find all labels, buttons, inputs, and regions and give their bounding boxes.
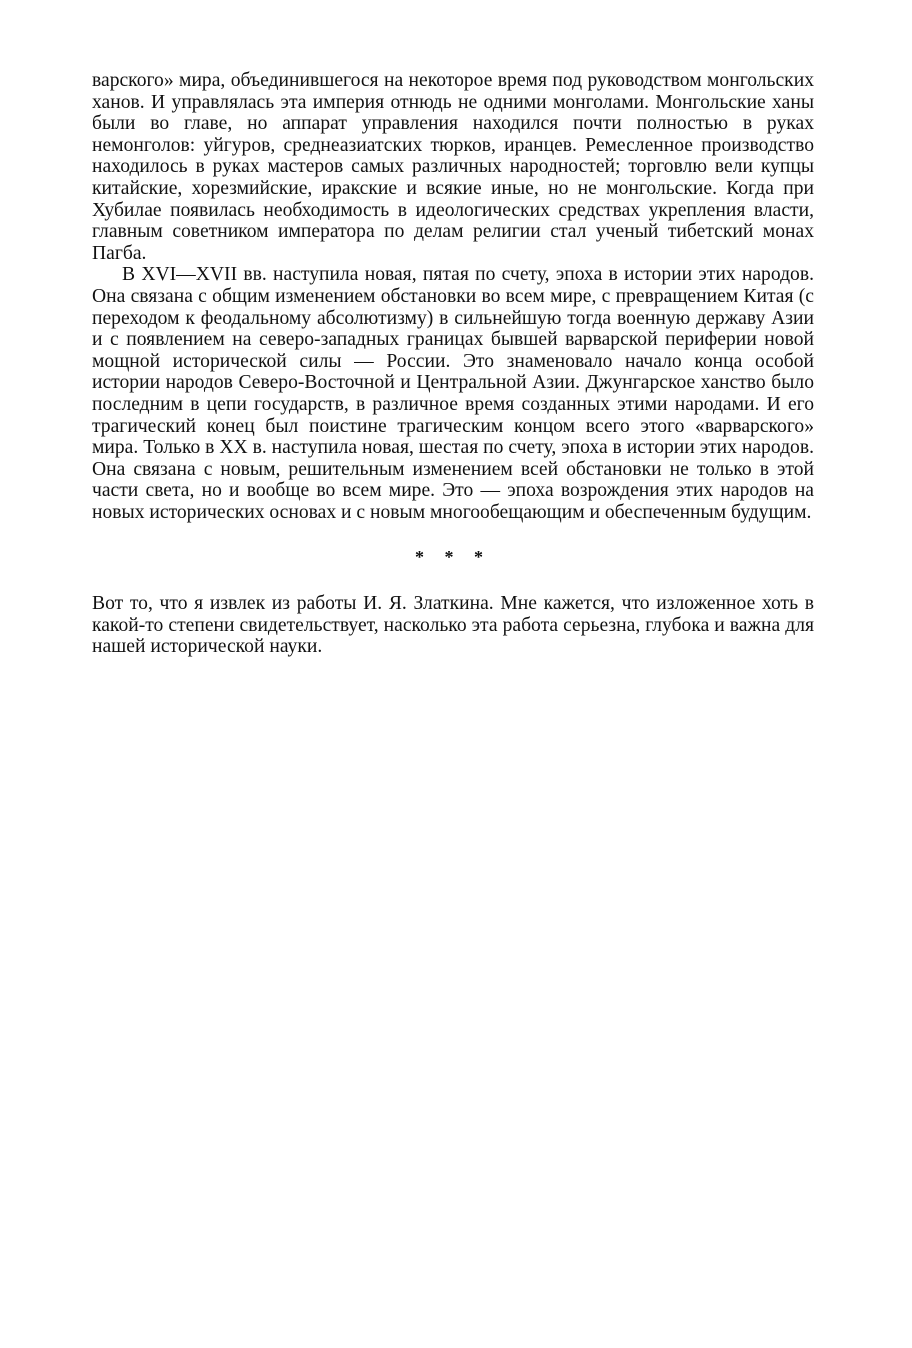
paragraph-closing: Вот то, что я извлек из работы И. Я. Златкина. Мне кажется, что изложенное хоть в какой-то степени свидетельствует, насколько эта работа серьезна, глубока и важна для нашей исторической науки. xyxy=(92,593,814,658)
document-page xyxy=(92,70,814,658)
section-separator: * * * xyxy=(415,547,491,568)
paragraph-xvi-xvii: В XVI—XVII вв. наступила новая, пятая по счету, эпоха в истории этих народов. Она связана с общим изменением обстановки во всем мире, с превращением Китая (с переходом к феодальному абсолютизму) в сильнейшую тогда военную державу Азии и с появлением на северо-западных границах бывшей варварской периферии новой мощной исторической силы — России. Это знаменовало начало конца особой истории народов Северо-Восточной и Центральной Азии. Джунгарское ханство было последним в цепи государств, в различное время созданных этими народами. И его трагический конец был поистине трагическим концом всего этого «варварского» мира. Только в XX в. наступила новая, шестая по счету, эпоха в истории этих народов. Она связана с новым, решительным изменением всей обстановки не только в этой части света, но и вообще во всем мире. Это — эпоха возрождения этих народов на новых исторических основах и с новым многообещающим и обеспеченным будущим. xyxy=(92,264,814,523)
paragraph-continuation: варского» мира, объединившегося на некоторое время под руководством монгольских ханов. И управлялась эта империя отнюдь не одними монголами. Монгольские ханы были во главе, но аппарат управления находился почти полностью в руках немонголов: уйгуров, среднеазиатских тюрков, иранцев. Ремесленное производство находилось в руках мастеров самых различных народностей; торговлю вели купцы китайские, хорезмийские, иракские и всякие иные, но не монгольские. Когда при Хубилае появилась необходимость в идеологических средствах укрепления власти, главным советником императора по делам религии стал ученый тибетский монах Пагба. xyxy=(92,70,814,264)
